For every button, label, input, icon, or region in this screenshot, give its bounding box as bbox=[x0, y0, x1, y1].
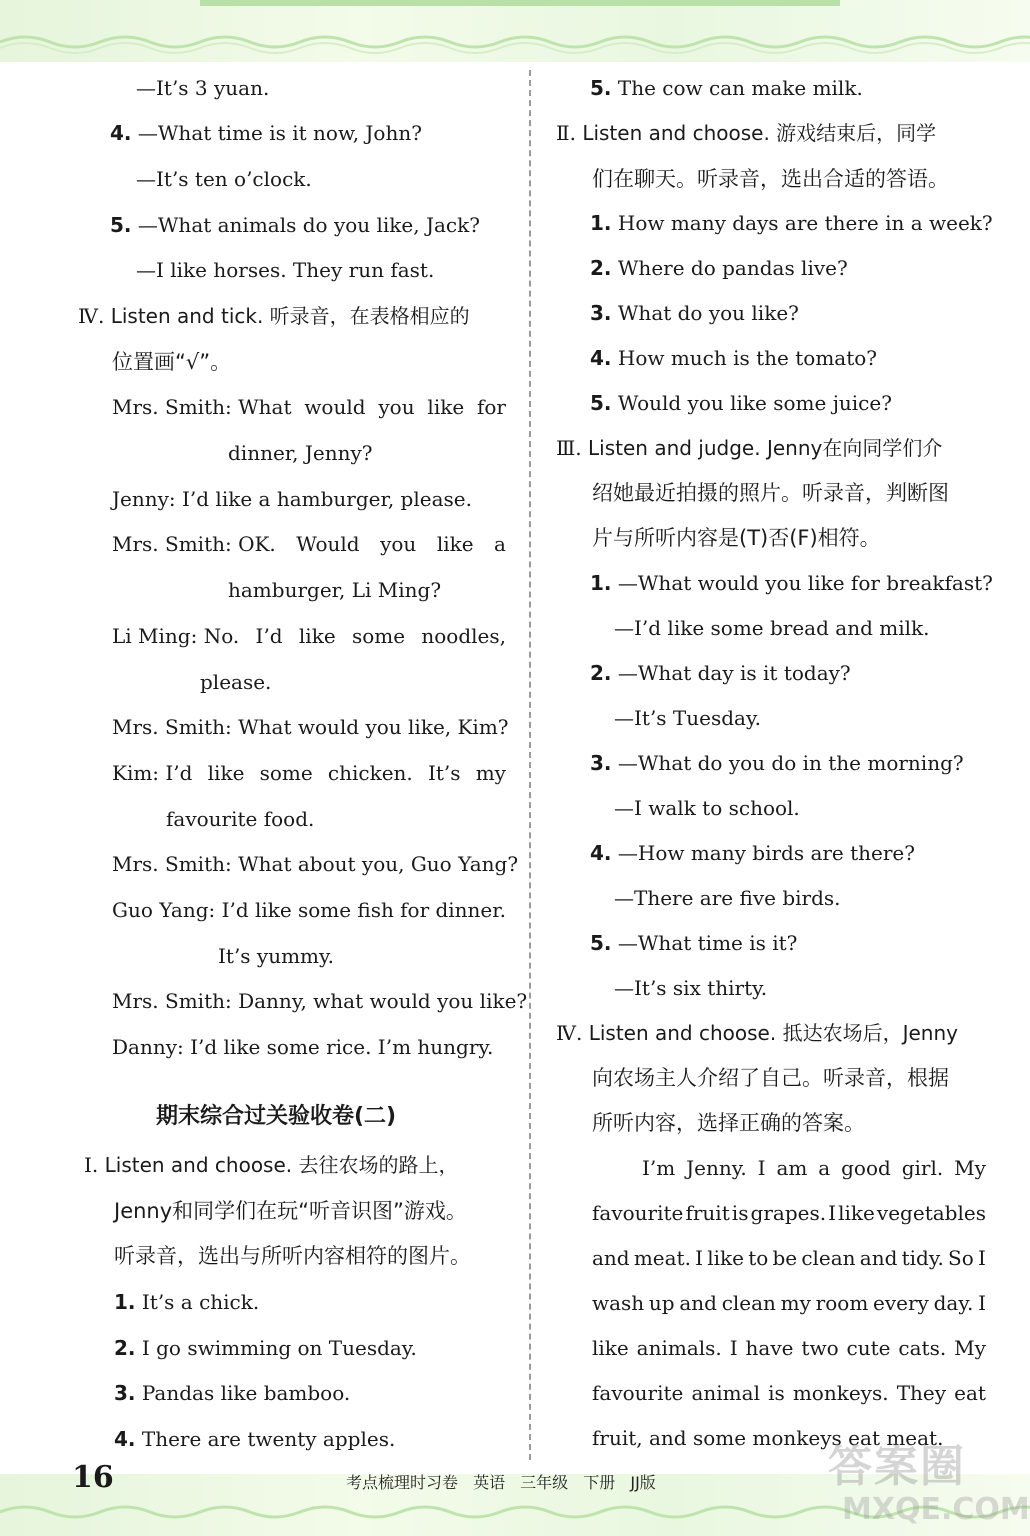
passage-word: am bbox=[776, 1156, 808, 1180]
item-number: 4. bbox=[590, 841, 612, 865]
passage-word: girl. bbox=[901, 1156, 944, 1180]
dialogue-word: Mrs. Smith: What bbox=[112, 395, 292, 419]
passage-word: tidy. bbox=[901, 1246, 944, 1270]
section-heading-cont: Jenny和同学们在玩“听音识图”游戏。 bbox=[114, 1199, 467, 1223]
answer-line: —I walk to school. bbox=[614, 796, 800, 820]
list-item bbox=[590, 73, 863, 103]
passage-word: I bbox=[978, 1246, 986, 1270]
item-number: 3. bbox=[590, 751, 612, 775]
item-text: Where do pandas live? bbox=[617, 256, 848, 280]
passage-word: wash bbox=[592, 1291, 645, 1315]
column-divider bbox=[529, 70, 531, 1460]
passage-word: My bbox=[954, 1336, 986, 1360]
item-text: —What day is it today? bbox=[617, 661, 851, 685]
item-text: —What time is it now, John? bbox=[137, 121, 422, 145]
answer-line: —It’s ten o’clock. bbox=[136, 167, 312, 191]
dialogue-word: like bbox=[436, 532, 474, 556]
answer-line: —It’s six thirty. bbox=[614, 976, 768, 1000]
dialogue-line bbox=[112, 392, 506, 422]
dialogue-word: some bbox=[351, 624, 406, 648]
item-text: The cow can make milk. bbox=[617, 76, 863, 100]
dialogue-word: would bbox=[304, 395, 366, 419]
passage-word: a bbox=[818, 1156, 831, 1180]
item-number: 4. bbox=[110, 121, 132, 145]
passage-line bbox=[592, 1198, 986, 1228]
dialogue-word: Would bbox=[296, 532, 360, 556]
page-number: 16 bbox=[72, 1460, 114, 1495]
section-1-heading bbox=[84, 1150, 459, 1180]
watermark-url: MXQE.COM bbox=[842, 1492, 1030, 1527]
dialogue-word: some bbox=[297, 898, 352, 922]
passage-line bbox=[592, 1333, 986, 1363]
passage-line bbox=[642, 1153, 986, 1183]
passage-word: favourite bbox=[592, 1201, 684, 1225]
passage-line: fruit, and some monkeys eat meat. bbox=[592, 1426, 944, 1450]
item-text: How many days are there in a week? bbox=[617, 211, 993, 235]
passage-word: My bbox=[954, 1156, 986, 1180]
item-text: —What do you do in the morning? bbox=[617, 751, 964, 775]
section-heading-text: Listen and choose. 游戏结束后，同学 bbox=[582, 121, 937, 145]
passage-word: I’m bbox=[642, 1156, 676, 1180]
section-heading-cont: 们在聊天。听录音，选出合适的答语。 bbox=[592, 167, 949, 191]
section-heading-cont: 片与所听内容是(T)否(F)相符。 bbox=[592, 526, 881, 550]
item-text: —What would you like for breakfast? bbox=[617, 571, 993, 595]
passage-word: I bbox=[828, 1201, 837, 1225]
dialogue-line: Jenny: I’d like a hamburger, please. bbox=[112, 487, 472, 511]
dialogue-word: some bbox=[259, 761, 313, 785]
item-number: 4. bbox=[114, 1427, 136, 1451]
passage-word: to bbox=[748, 1246, 769, 1270]
passage-word: have bbox=[745, 1336, 794, 1360]
passage-word: favourite bbox=[592, 1381, 684, 1405]
answer-line: —There are five birds. bbox=[614, 886, 841, 910]
passage-word: and bbox=[592, 1246, 630, 1270]
dialogue-word: you bbox=[378, 395, 415, 419]
item-number: 1. bbox=[114, 1290, 136, 1314]
dialogue-cont: favourite food. bbox=[166, 807, 315, 831]
item-text: How much is the tomato? bbox=[617, 346, 878, 370]
dialogue-word: I’d bbox=[255, 624, 283, 648]
item-number: 3. bbox=[590, 301, 612, 325]
passage-word: I bbox=[729, 1336, 738, 1360]
dialogue-word: Mrs. Smith: OK. bbox=[112, 532, 276, 556]
watermark-text: 答案圈 bbox=[828, 1441, 966, 1492]
item-number: 3. bbox=[114, 1381, 136, 1405]
list-item bbox=[590, 298, 799, 328]
list-item bbox=[114, 1378, 350, 1408]
item-number: 2. bbox=[590, 256, 612, 280]
dialogue-cont: dinner, Jenny? bbox=[228, 441, 373, 465]
dialogue-word: It’s bbox=[427, 761, 461, 785]
dialogue-cont: It’s yummy. bbox=[218, 944, 335, 968]
passage-word: So bbox=[948, 1246, 974, 1270]
item-number: 4. bbox=[590, 346, 612, 370]
dialogue-word: dinner. bbox=[435, 898, 506, 922]
item-text: What do you like? bbox=[617, 301, 799, 325]
section-2-heading bbox=[556, 118, 936, 148]
dialogue-word: for bbox=[476, 395, 506, 419]
section-roman: Ⅲ. bbox=[556, 436, 582, 460]
dialogue-line bbox=[112, 621, 506, 651]
dialogue-word: like bbox=[207, 761, 245, 785]
passage-word: up bbox=[648, 1291, 675, 1315]
list-item bbox=[590, 388, 892, 418]
section-heading-text: Listen and choose. 抵达农场后，Jenny bbox=[588, 1021, 958, 1045]
dialogue-word: my bbox=[475, 761, 506, 785]
dialogue-line: Mrs. Smith: Danny, what would you like? bbox=[112, 989, 528, 1013]
dialogue-line bbox=[112, 895, 506, 925]
section-roman: Ⅰ. bbox=[84, 1153, 99, 1177]
list-item bbox=[590, 928, 797, 958]
list-item bbox=[114, 1424, 395, 1454]
item-text: —How many birds are there? bbox=[617, 841, 915, 865]
item-number: 1. bbox=[590, 571, 612, 595]
passage-word: monkeys. bbox=[792, 1381, 889, 1405]
answer-line: —I like horses. They run fast. bbox=[136, 258, 435, 282]
top-decor-strip bbox=[200, 0, 840, 6]
passage-word: I bbox=[695, 1246, 704, 1270]
paper-title: 期末综合过关验收卷(二) bbox=[156, 1104, 397, 1129]
passage-word: every bbox=[873, 1291, 929, 1315]
passage-word: like bbox=[838, 1201, 875, 1225]
passage-word: They bbox=[896, 1381, 947, 1405]
watermark-logo bbox=[820, 1426, 1030, 1532]
passage-word: I bbox=[757, 1156, 766, 1180]
passage-word: animal bbox=[691, 1381, 760, 1405]
dialogue-line: Danny: I’d like some rice. I’m hungry. bbox=[112, 1035, 494, 1059]
dialogue-word: like bbox=[298, 624, 336, 648]
list-item bbox=[114, 1333, 417, 1363]
list-item bbox=[590, 343, 877, 373]
item-text: There are twenty apples. bbox=[141, 1427, 396, 1451]
dialogue-word: chicken. bbox=[327, 761, 413, 785]
list-item bbox=[590, 838, 915, 868]
dialogue-line bbox=[112, 758, 506, 788]
dialogue-line: Mrs. Smith: What would you like, Kim? bbox=[112, 715, 509, 739]
section-heading-cont: 向农场主人介绍了自己。听录音，根据 bbox=[592, 1066, 949, 1090]
list-item bbox=[114, 1287, 259, 1317]
dialogue-cont: please. bbox=[200, 670, 272, 694]
dialogue-word: fish bbox=[357, 898, 394, 922]
section-heading-cont: 绍她最近拍摄的照片。听录音，判断图 bbox=[592, 481, 949, 505]
top-wave-decor bbox=[0, 30, 1030, 54]
section-roman: Ⅳ. bbox=[556, 1021, 583, 1045]
passage-word: and bbox=[859, 1246, 898, 1270]
answer-line: —It’s Tuesday. bbox=[614, 706, 761, 730]
item-text: It’s a chick. bbox=[141, 1290, 260, 1314]
passage-word: clean bbox=[721, 1291, 776, 1315]
answer-line: —It’s 3 yuan. bbox=[136, 76, 270, 100]
passage-line bbox=[592, 1288, 986, 1318]
item-number: 5. bbox=[590, 391, 612, 415]
dialogue-word: like bbox=[427, 395, 465, 419]
passage-word: my bbox=[780, 1291, 811, 1315]
section-roman: Ⅳ. bbox=[78, 304, 105, 328]
passage-word: and bbox=[679, 1291, 717, 1315]
list-item bbox=[590, 658, 851, 688]
passage-word: meat. bbox=[633, 1246, 691, 1270]
item-text: —What time is it? bbox=[617, 931, 798, 955]
dialogue-word: noodles, bbox=[421, 624, 506, 648]
dialogue-line: Mrs. Smith: What about you, Guo Yang? bbox=[112, 852, 519, 876]
item-text: —What animals do you like, Jack? bbox=[137, 213, 480, 237]
passage-word: fruit bbox=[685, 1201, 730, 1225]
section-heading-cont: 听录音，选出与所听内容相符的图片。 bbox=[114, 1244, 471, 1268]
section-heading-text: Listen and judge. Jenny在向同学们介 bbox=[588, 436, 943, 460]
dialogue-word: Li Ming: No. bbox=[112, 624, 240, 648]
item-number: 5. bbox=[590, 931, 612, 955]
section-heading-text: Listen and tick. 听录音，在表格相应的 bbox=[110, 304, 470, 328]
passage-word: cats. bbox=[898, 1336, 947, 1360]
list-item bbox=[590, 253, 848, 283]
item-number: 5. bbox=[590, 76, 612, 100]
dialogue-word: for bbox=[400, 898, 430, 922]
passage-word: animals. bbox=[636, 1336, 722, 1360]
item-text: Would you like some juice? bbox=[617, 391, 892, 415]
item-number: 2. bbox=[590, 661, 612, 685]
item-4 bbox=[110, 118, 422, 148]
list-item bbox=[590, 568, 993, 598]
passage-word: eat bbox=[954, 1381, 986, 1405]
footer-book-info: 考点梳理时习卷 英语 三年级 下册 JJ版 bbox=[346, 1473, 656, 1492]
item-number: 5. bbox=[110, 213, 132, 237]
item-5 bbox=[110, 210, 480, 240]
item-text: I go swimming on Tuesday. bbox=[141, 1336, 417, 1360]
section-4-heading bbox=[78, 301, 470, 331]
passage-word: be bbox=[772, 1246, 798, 1270]
passage-word: day. bbox=[933, 1291, 974, 1315]
section-heading-cont: 所听内容，选择正确的答案。 bbox=[592, 1111, 865, 1135]
passage-word: Jenny. bbox=[686, 1156, 747, 1180]
passage-word: I bbox=[978, 1291, 986, 1315]
passage-word: room bbox=[815, 1291, 869, 1315]
passage-word: like bbox=[707, 1246, 744, 1270]
passage-word: grapes. bbox=[750, 1201, 827, 1225]
item-number: 2. bbox=[114, 1336, 136, 1360]
item-text: Pandas like bamboo. bbox=[141, 1381, 351, 1405]
passage-word: cute bbox=[846, 1336, 891, 1360]
item-number: 1. bbox=[590, 211, 612, 235]
passage-word: vegetables bbox=[876, 1201, 986, 1225]
section-roman: Ⅱ. bbox=[556, 121, 576, 145]
passage-line bbox=[592, 1243, 986, 1273]
passage-word: clean bbox=[801, 1246, 856, 1270]
section-4-heading bbox=[556, 1018, 958, 1048]
passage-word: good bbox=[841, 1156, 891, 1180]
dialogue-cont: hamburger, Li Ming? bbox=[228, 578, 442, 602]
dialogue-word: like bbox=[254, 898, 292, 922]
dialogue-word: you bbox=[380, 532, 417, 556]
section-heading-text: Listen and choose. 去往农场的路上， bbox=[104, 1153, 459, 1177]
passage-word: is bbox=[731, 1201, 749, 1225]
section-3-heading bbox=[556, 433, 942, 463]
dialogue-word: Kim: I’d bbox=[112, 761, 193, 785]
list-item bbox=[590, 208, 993, 238]
passage-line bbox=[592, 1378, 986, 1408]
passage-word: like bbox=[592, 1336, 629, 1360]
section-heading-cont: 位置画“√”。 bbox=[112, 350, 232, 374]
list-item bbox=[590, 748, 964, 778]
passage-word: two bbox=[801, 1336, 839, 1360]
dialogue-word: Guo Yang: I’d bbox=[112, 898, 249, 922]
dialogue-line bbox=[112, 529, 506, 559]
passage-word: is bbox=[768, 1381, 785, 1405]
answer-line: —I’d like some bread and milk. bbox=[614, 616, 930, 640]
dialogue-word: a bbox=[494, 532, 506, 556]
